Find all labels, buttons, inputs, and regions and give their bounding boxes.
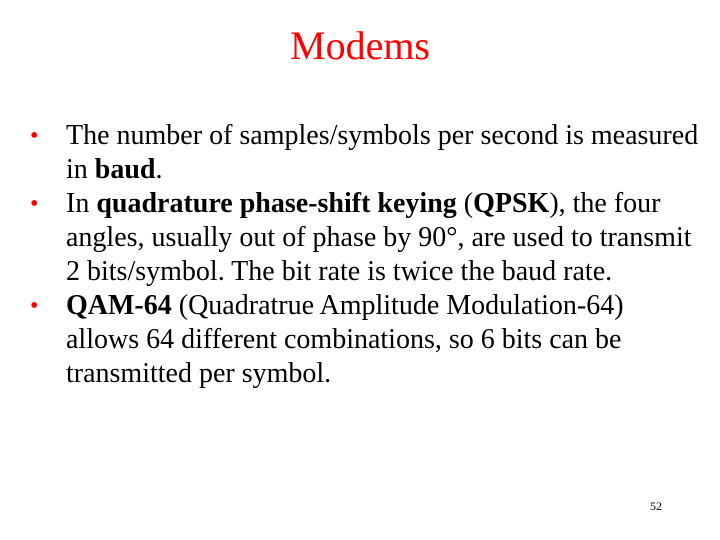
bullet-text: . xyxy=(155,154,163,185)
bullet-term-quadrature: quadrature phase-shift keying xyxy=(96,188,457,219)
bullet-term-qpsk: QPSK xyxy=(473,188,550,219)
slide-title: Modems xyxy=(290,23,430,68)
bullet-text: The number of samples/symbols per second is measured in xyxy=(66,120,699,185)
bullet-item-qam xyxy=(30,289,700,391)
bullet-term-baud: baud xyxy=(94,154,156,185)
bullet-item-qpsk xyxy=(30,187,700,289)
bullet-text: (Quadratrue Amplitude Modulation-64) allows 64 different combinations, so 6 bits can be transmitted per symbol. xyxy=(66,290,624,389)
bullet-term-qam64: QAM-64 xyxy=(66,290,172,321)
bullet-dot-icon: • xyxy=(30,191,39,217)
bullet-dot-icon: • xyxy=(30,123,39,149)
page-number: 52 xyxy=(650,499,662,513)
bullet-dot-icon: • xyxy=(30,293,39,319)
bullet-item-baud xyxy=(30,119,700,187)
bullet-text: ), the four angles, usually out of phase by 90°, are used to transmit 2 bits/symbol. The bit rate is twice the baud rate. xyxy=(66,188,692,287)
bullet-list xyxy=(30,119,700,391)
bullet-text: ( xyxy=(456,188,474,219)
bullet-text: In xyxy=(66,188,97,219)
